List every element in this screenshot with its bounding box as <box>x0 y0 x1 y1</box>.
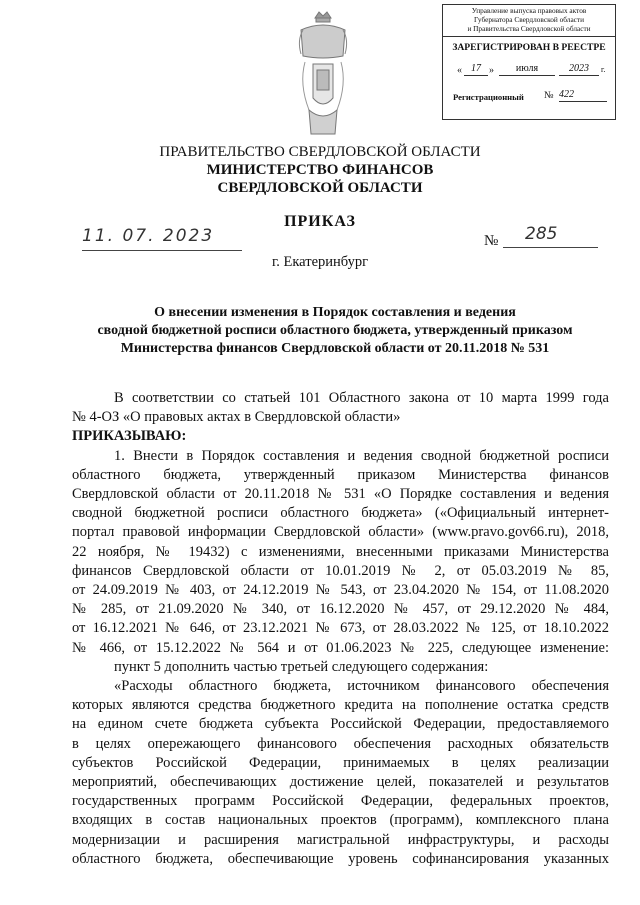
stamp-day: 17 <box>464 63 488 76</box>
stamp-quote-open: « <box>457 65 462 76</box>
coat-of-arms-emblem <box>295 10 351 142</box>
stamp-head-line: Губернатора Свердловской области <box>473 14 585 24</box>
order-city: г. Екатеринбург <box>271 254 369 270</box>
body-line: № 4-ОЗ «О правовых актах в Свердловской области» <box>72 409 401 426</box>
body-line: областного бюджета, обеспечивающие уровень софинансирования указанных <box>72 850 609 867</box>
body-line: № 466, от 15.12.2022 № 564 и от 01.06.2023 № 225, следующее изменение: <box>72 639 609 656</box>
stamp-registered-title: ЗАРЕГИСТРИРОВАН В РЕЕСТРЕ <box>452 42 606 54</box>
body-line: в целях опережающего финансового обеспечения расходных обязательств <box>72 735 609 752</box>
stamp-head-line: и Правительства Свердловской области <box>467 23 591 33</box>
body-line: мероприятий, обеспечивающих достижение целей, показателей и результатов <box>72 774 609 791</box>
body-line: входящих в состав национальных проектов (программ), комплексного плана <box>72 812 609 829</box>
order-number-handwritten: 285 <box>503 224 598 248</box>
order-date-handwritten: 11. 07. 2023 <box>82 226 242 251</box>
registration-stamp <box>442 4 616 120</box>
stamp-year-suffix: г. <box>601 65 606 74</box>
body-line: на едином счете бюджета субъекта Российской Федерации, предоставляемого <box>72 716 609 733</box>
header-region: СВЕРДЛОВСКОЙ ОБЛАСТИ <box>217 180 423 196</box>
stamp-reg-label: Регистрационный <box>453 92 524 102</box>
stamp-date <box>447 65 611 79</box>
header-ministry: МИНИСТЕРСТВО ФИНАНСОВ <box>206 162 434 178</box>
stamp-month: июля <box>499 63 555 76</box>
body-line: № 285, от 21.09.2020 № 340, от 16.12.2020 № 457, от 29.12.2020 № 484, <box>72 601 609 618</box>
body-line: 1. Внести в Порядок составления и ведения сводной бюджетной росписи <box>114 447 609 464</box>
stamp-reg-no-sign: № <box>544 90 554 101</box>
subject-line: Министерства финансов Свердловской области от 20.11.2018 № 531 <box>120 341 550 356</box>
body-line: государственных программ Российской Федерации, федеральных проектов, <box>72 793 609 810</box>
stamp-header <box>443 5 615 37</box>
stamp-reg-number: 422 <box>559 89 607 102</box>
stamp-year: 2023 <box>559 63 599 76</box>
body-line: от 24.09.2019 № 403, от 24.12.2019 № 543, от 23.04.2020 № 154, от 11.08.2020 <box>72 582 609 599</box>
order-title: ПРИКАЗ <box>284 213 356 230</box>
subject-line: О внесении изменения в Порядок составления и ведения <box>154 305 516 320</box>
body-line: модернизации и расширения магистральной инфраструктуры, и расходы <box>72 831 609 848</box>
body-line: финансов Свердловской области от 10.01.2019 № 2, от 05.03.2019 № 85, <box>72 562 609 579</box>
order-number-label: № <box>484 233 499 249</box>
body-line: В соответствии со статьей 101 Областного закона от 10 марта 1999 года <box>114 390 609 406</box>
stamp-quote-close: » <box>489 65 494 76</box>
stamp-head-line: Управление выпуска правовых актов <box>471 6 587 15</box>
subject-line: сводной бюджетной росписи областного бюджета, утвержденный приказом <box>97 323 573 338</box>
order-body-text <box>72 389 609 869</box>
body-line: пункт 5 дополнить частью третьей следующего содержания: <box>114 658 489 675</box>
stamp-registration <box>447 91 611 105</box>
header-government: ПРАВИТЕЛЬСТВО СВЕРДЛОВСКОЙ ОБЛАСТИ <box>159 144 481 160</box>
body-line: 22 ноября, № 19432) с изменениями, внесенными приказами Министерства <box>72 543 609 560</box>
body-line: ПРИКАЗЫВАЮ: <box>72 428 187 445</box>
body-line: которых являются средства бюджетного кредита на пополнение остатка средств <box>72 697 609 714</box>
body-line: портал правовой информации Свердловской области» (www.pravo.gov66.ru), 2018, <box>72 524 609 541</box>
body-line: «Расходы областного бюджета, источником финансового обеспечения <box>114 678 609 695</box>
body-line: субъектов Российской Федерации, принимаемых в целях реализации <box>72 754 609 771</box>
body-line: Свердловской области от 20.11.2018 № 531 «О Порядке составления и ведения <box>72 486 609 503</box>
body-line: сводной бюджетной росписи областного бюджета» («Официальный интернет- <box>72 505 609 522</box>
body-line: областного бюджета, утвержденный приказом Министерства финансов <box>72 466 609 483</box>
body-line: от 16.12.2021 № 646, от 23.12.2021 № 673, от 28.03.2022 № 125, от 18.10.2022 <box>72 620 609 637</box>
